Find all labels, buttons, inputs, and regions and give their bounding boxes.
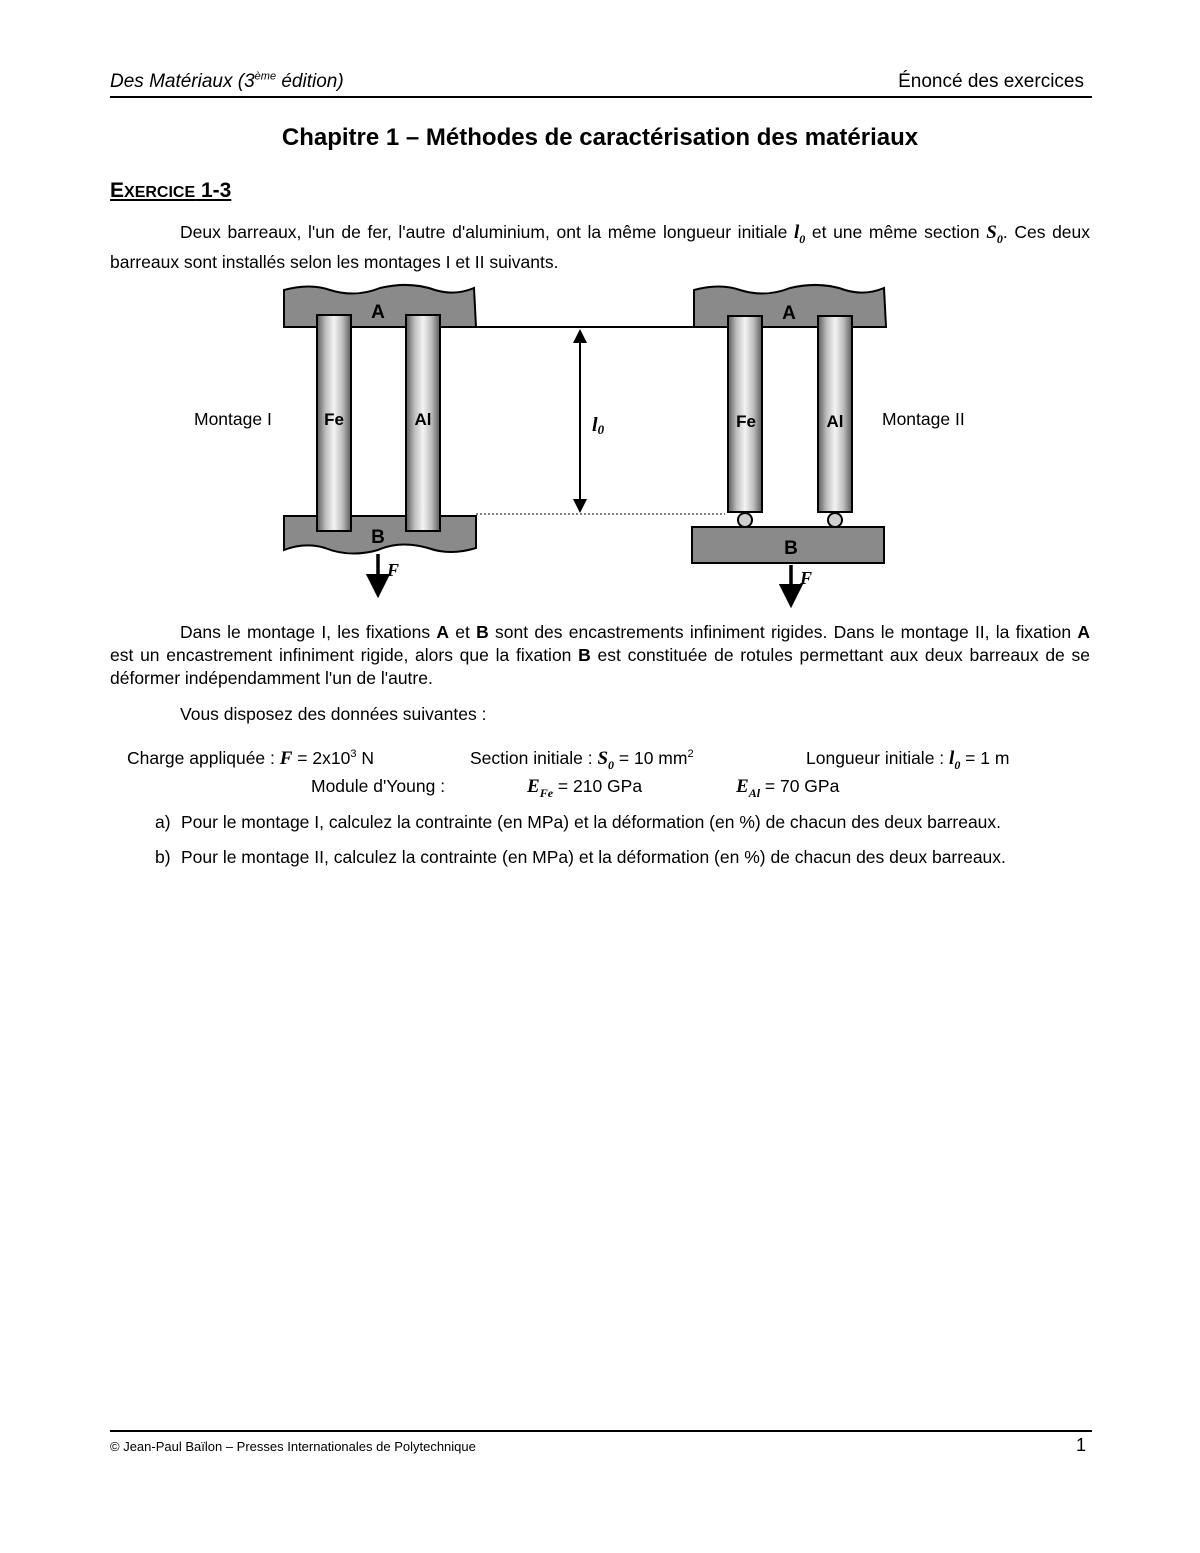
question-b: b) Pour le montage II, calculez la contrainte (en MPa) et la déformation (en %) de chacun des deux barreaux. xyxy=(155,847,1006,867)
bar-al-label-2: Al xyxy=(826,412,844,431)
copyright: © Jean-Paul Baïlon – Presses Internationales de Polytechnique xyxy=(110,1439,476,1454)
montage-diagram xyxy=(180,278,1000,608)
question-a: a) Pour le montage I, calculez la contrainte (en MPa) et la déformation (en %) de chacun des deux barreaux. xyxy=(155,812,1002,832)
description-paragraph: Dans le montage I, les fixations A et B sont des encastrements infiniment rigides. Dans le montage II, la fixation A est un encastrement infiniment rigide, alors que la fixation B est constituée de rotules permettant aux deux barreaux de se déformer indépendamment l'un de l'autre. xyxy=(110,622,1090,688)
bar-fe-label-1: Fe xyxy=(324,410,344,429)
fixation-b-label-2: B xyxy=(784,538,798,559)
book-title: Des Matériaux (3ème édition) xyxy=(110,70,344,92)
length-label: l0 xyxy=(592,414,605,437)
section-title: Énoncé des exercices xyxy=(898,71,1084,92)
fixation-a-label-2: A xyxy=(782,303,796,324)
force-label-1: F xyxy=(387,560,400,580)
label-montage-2: Montage II xyxy=(882,409,965,429)
force-label-2: F xyxy=(800,568,813,588)
label-montage-1: Montage I xyxy=(194,409,272,429)
page-footer xyxy=(110,1430,1092,1455)
bar-fe-label-2: Fe xyxy=(736,412,756,431)
page-header xyxy=(110,70,1092,98)
data-young-al: $E_{Al} = 70$ GPa xyxy=(736,776,840,800)
page-number: 1 xyxy=(1075,1435,1086,1455)
chapter-title: Chapitre 1 – Méthodes de caractérisation des matériaux xyxy=(281,124,919,151)
data-charge: Charge appliquée : $F = 2x10^3$ N xyxy=(127,748,374,769)
bar-al-label-1: Al xyxy=(414,410,432,429)
data-young-label: Module d'Young : xyxy=(311,776,446,796)
hinge-al-2 xyxy=(828,513,842,527)
data-young-fe: $E_{Fe} = 210$ GPa xyxy=(527,776,643,800)
fixation-b-label-1: B xyxy=(371,527,385,548)
intro-paragraph: Deux barreaux, l'un de fer, l'autre d'aluminium, ont la même longueur initiale $l_0$ et une même section $S_0$. Ces deux barreaux sont installés selon les montages I et II suivants. xyxy=(110,222,1091,272)
hinge-fe-2 xyxy=(738,513,752,527)
data-length: Longueur initiale : $l_0 = 1$ m xyxy=(806,748,1010,772)
fixation-a-label-1: A xyxy=(371,302,385,323)
data-intro: Vous disposez des données suivantes : xyxy=(180,704,487,724)
exercise-title: EXERCICE 1-3 xyxy=(110,179,232,202)
data-section: Section initiale : $S_0 = 10$ $mm^2$ xyxy=(470,748,694,772)
